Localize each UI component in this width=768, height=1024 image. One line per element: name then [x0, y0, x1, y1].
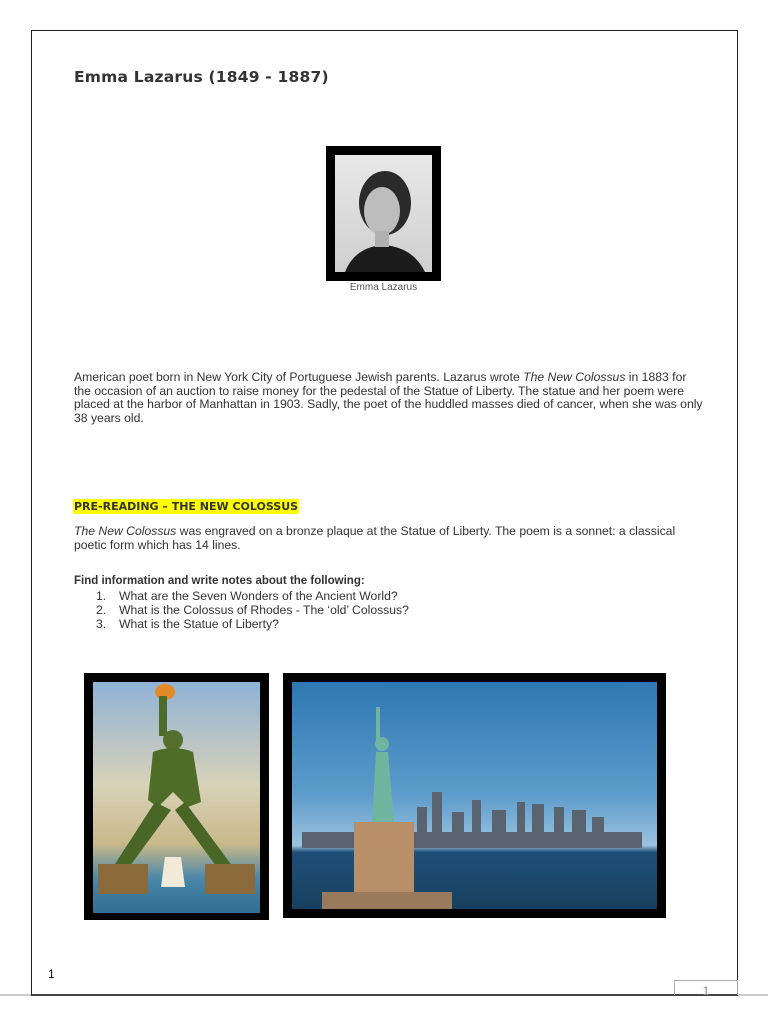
list-item — [74, 604, 409, 618]
bio-text-continued: in 1883 for the occasion of an auction to raise money for the pedestal of the Statue of Liberty. The statue and her poem were placed at the harbor of Manhattan in 1903. Sadly, the poet of the huddled masses died of cancer, when she was only 38 years old. — [74, 370, 703, 425]
page-indicator: 1 — [674, 980, 738, 995]
bio-paragraph — [74, 371, 704, 425]
page-title: Emma Lazarus (1849 - 1887) — [74, 68, 329, 86]
portrait-image — [326, 146, 441, 281]
question-text: What are the Seven Wonders of the Ancient World? — [119, 589, 398, 603]
questions-list — [74, 590, 409, 631]
list-number: 2. — [96, 602, 107, 617]
question-text: What is the Statue of Liberty? — [119, 616, 279, 631]
intro-text: was engraved on a bronze plaque at the Statue of Liberty. The poem is a sonnet: a classical poetic form which has 14 lines. — [74, 524, 676, 552]
list-item — [74, 590, 409, 604]
intro-paragraph — [74, 525, 704, 552]
footer-page-number: 1 — [48, 967, 55, 981]
section-heading: PRE-READING – THE NEW COLOSSUS — [74, 500, 299, 513]
poem-title: The New Colossus — [523, 370, 626, 384]
bio-text: American poet born in New York City of Portuguese Jewish parents. Lazarus wrote — [74, 370, 524, 384]
question-text: What is the Colossus of Rhodes - The ‘old’ Colossus? — [119, 602, 409, 617]
task-heading: Find information and write notes about the following: — [74, 575, 365, 587]
list-number: 1. — [96, 589, 107, 603]
colossus-of-rhodes-image — [84, 673, 269, 920]
list-number: 3. — [96, 616, 107, 631]
list-item — [74, 618, 409, 632]
poem-title: The New Colossus — [74, 524, 177, 538]
statue-of-liberty-image — [283, 673, 666, 918]
portrait-caption: Emma Lazarus — [349, 282, 418, 293]
